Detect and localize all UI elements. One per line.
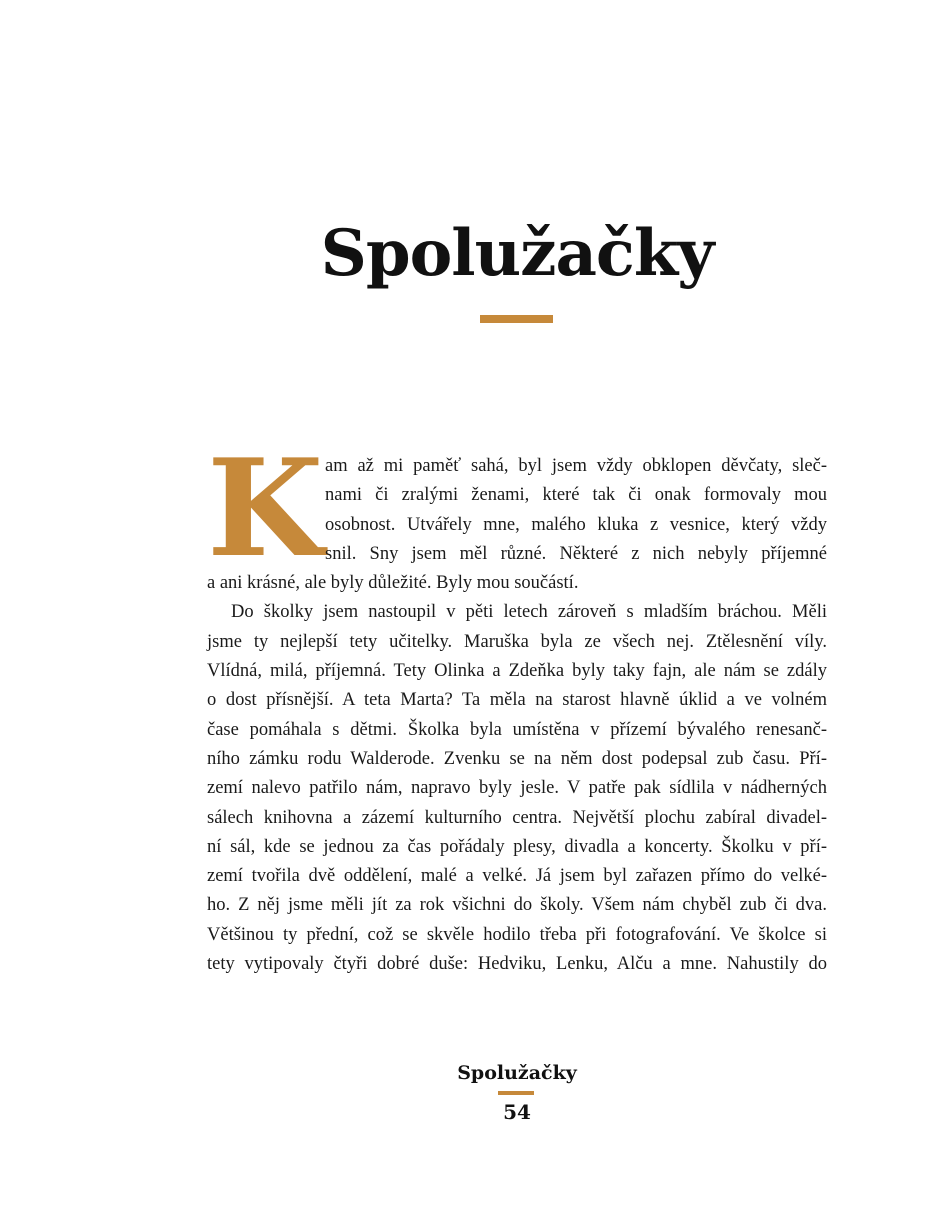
text-line: Většinou ty přední, což se skvěle hodilo třeba při fotografování. Ve školce si: [207, 924, 827, 945]
text-line: čase pomáhala s dětmi. Školka byla umístěna v přízemí bývalého renesanč-: [207, 719, 827, 740]
text-line: nami či zralými ženami, které tak či onak formovaly mou: [325, 485, 827, 506]
text-line: sálech knihovna a zázemí kulturního centra. Největší plochu zabíral divadel-: [207, 807, 827, 828]
text-line: zemí nalevo patřilo nám, napravo byly jesle. V patře pak sídlila v nádherných: [207, 778, 827, 799]
text-line: osobnost. Utvářely mne, malého kluka z vesnice, který vždy: [325, 514, 827, 535]
text-line: Do školky jsem nastoupil v pěti letech zároveň s mladším bráchou. Měli: [231, 602, 827, 623]
text-line: zemí tvořila dvě oddělení, malé a velké. Já jsem byl zařazen přímo do velké-: [207, 866, 827, 887]
drop-cap: K: [207, 429, 324, 587]
footer-underline-rule: [498, 1091, 534, 1095]
text-line: ho. Z něj jsme měli jít za rok všichni do školy. Všem nám chyběl zub či dva.: [207, 895, 827, 916]
text-line: jsme ty nejlepší tety učitelky. Maruška byla ze všech nej. Ztělesnění víly.: [207, 631, 827, 652]
running-footer-title: Spolužačky: [457, 1062, 577, 1084]
text-line: ního zámku rodu Walderode. Zvenku se na něm dost podepsal zub času. Pří-: [207, 748, 827, 769]
text-line: Vlídná, milá, příjemná. Tety Olinka a Zdeňka byly taky fajn, ale nám se zdály: [207, 661, 827, 682]
text-line: tety vytipovaly čtyři dobré duše: Hedviku, Lenku, Alču a mne. Nahustily do: [207, 954, 827, 975]
text-line: ní sál, kde se jednou za čas pořádaly plesy, divadla a koncerty. Školku v pří-: [207, 836, 827, 857]
text-line: a ani krásné, ale byly důležité. Byly mou součástí.: [207, 573, 579, 594]
text-line: am až mi paměť sahá, byl jsem vždy obklopen děvčaty, sleč-: [325, 456, 827, 476]
text-line: snil. Sny jsem měl různé. Některé z nich nebyly příjemné: [325, 543, 827, 564]
body-text: [207, 429, 827, 979]
page-number: 54: [503, 1100, 531, 1124]
text-line: o dost přísnější. A teta Marta? Ta měla na starost hlavně úklid a ve volném: [207, 690, 827, 711]
title-underline-rule: [480, 315, 553, 323]
chapter-title: Spolužačky: [320, 216, 714, 291]
